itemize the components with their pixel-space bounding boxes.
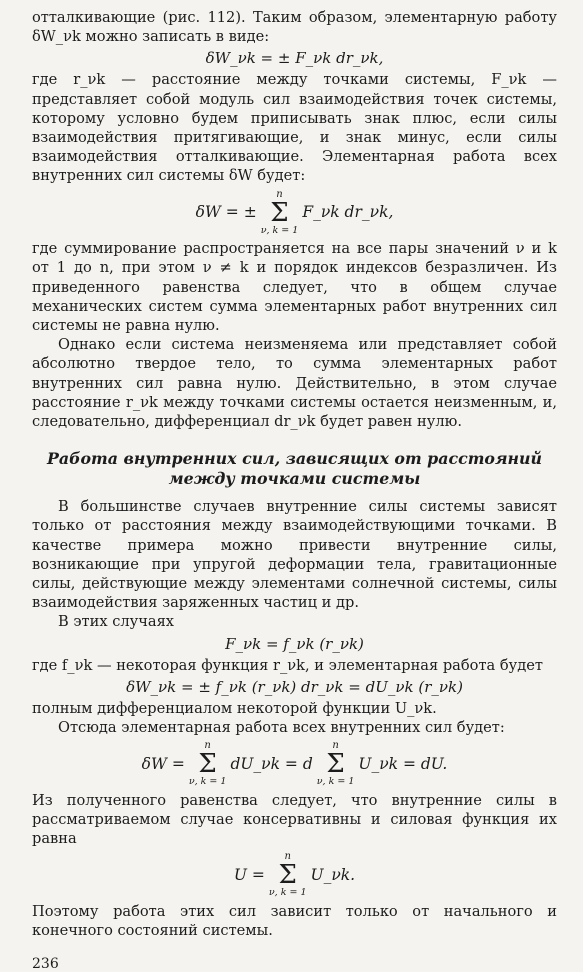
formula-total-work [32, 190, 557, 236]
formula-lhs: δW = ± [195, 203, 257, 222]
sum-upper-limit: n [204, 740, 211, 752]
formula-elementary-work: δW_νk = ± F_νk dr_νk, [205, 49, 384, 68]
formula-middle: dU_νk = d [230, 754, 313, 773]
paragraph-2: где r_νk — расстояние между точками системы, F_νk — представляет собой модуль сил взаимодействия точек системы, которому условно будем приписывать знак плюс, если силы взаимодействия притягивающие, и знак минус, если силы взаимодействия отталкивающие. Элементарная работа всех внутренних сил системы δW будет: [32, 71, 557, 185]
page-number: 236 [32, 956, 59, 972]
sigma-symbol: Σ [198, 749, 217, 780]
paragraph-3: где суммирование распространяется на все пары значений ν и k от 1 до n, при этом ν ≠ k и порядок индексов безразличен. Из приведенного равенства следует, что в общем случае механических систем сумма элементарных работ внутренних сил системы не равна нулю. [32, 240, 557, 334]
sum-upper-limit: n [332, 740, 339, 752]
sigma-symbol: Σ [270, 197, 289, 228]
paragraph-5: В большинстве случаев внутренние силы системы зависят только от расстояния между взаимодействующими точками. В качестве примера можно привести внутренние силы, возникающие при упругой деформации тела, гравитационные силы, действующие между элементами солнечной системы, силы взаимодействия заряженных частиц и др. [32, 498, 557, 612]
paragraph-10: Из полученного равенства следует, что внутренние силы в рассматриваемом случае консервативны и силовая функция их равна [32, 791, 557, 848]
sum-operator [317, 741, 355, 787]
paragraph-11: Поэтому работа этих сил зависит только от начального и конечного состояний системы. [32, 902, 557, 939]
sum-lower-limit: ν, k = 1 [188, 776, 227, 788]
formula-force-function-sum [32, 852, 557, 898]
sigma-symbol: Σ [278, 860, 297, 891]
sum-operator [269, 852, 307, 898]
formula-rhs: U_νk = dU. [358, 754, 448, 773]
paragraph-6: В этих случаях [58, 613, 175, 631]
section-heading: Работа внутренних сил, зависящих от расстояний между точками системы [46, 449, 543, 489]
paragraph-7: где f_νk — некоторая функция r_νk, и элементарная работа будет [32, 656, 543, 674]
formula-differential: δW_νk = ± f_νk (r_νk) dr_νk = dU_νk (r_νk) [126, 677, 463, 696]
sum-lower-limit: ν, k = 1 [260, 224, 299, 236]
formula-lhs: δW = [141, 754, 185, 773]
formula-lhs: U = [233, 866, 265, 885]
sum-lower-limit: ν, k = 1 [316, 776, 355, 788]
paragraph-1: отталкивающие (рис. 112). Таким образом, элементарную работу δW_νk можно записать в виде: [32, 9, 557, 46]
formula-total-differential [32, 741, 557, 787]
sum-operator [261, 190, 299, 236]
paragraph-8: полным дифференциалом некоторой функции U_νk. [32, 699, 437, 717]
formula-rhs: U_νk. [310, 866, 356, 885]
paragraph-9: Отсюда элементарная работа всех внутренних сил будет: [58, 718, 505, 736]
sum-lower-limit: ν, k = 1 [268, 887, 307, 899]
sum-operator [189, 741, 227, 787]
formula-force-function: F_νk = f_νk (r_νk) [225, 634, 364, 653]
sum-upper-limit: n [284, 851, 291, 863]
paragraph-4: Однако если система неизменяема или представляет собой абсолютно твердое тело, то сумма элементарных работ внутренних сил равна нулю. Действительно, в этом случае расстояние r_νk между точками системы остается неизменным, и, следовательно, дифференциал dr_νk будет равен нулю. [32, 336, 557, 430]
formula-rhs: F_νk dr_νk, [302, 203, 394, 222]
sigma-symbol: Σ [326, 749, 345, 780]
sum-upper-limit: n [276, 188, 283, 200]
